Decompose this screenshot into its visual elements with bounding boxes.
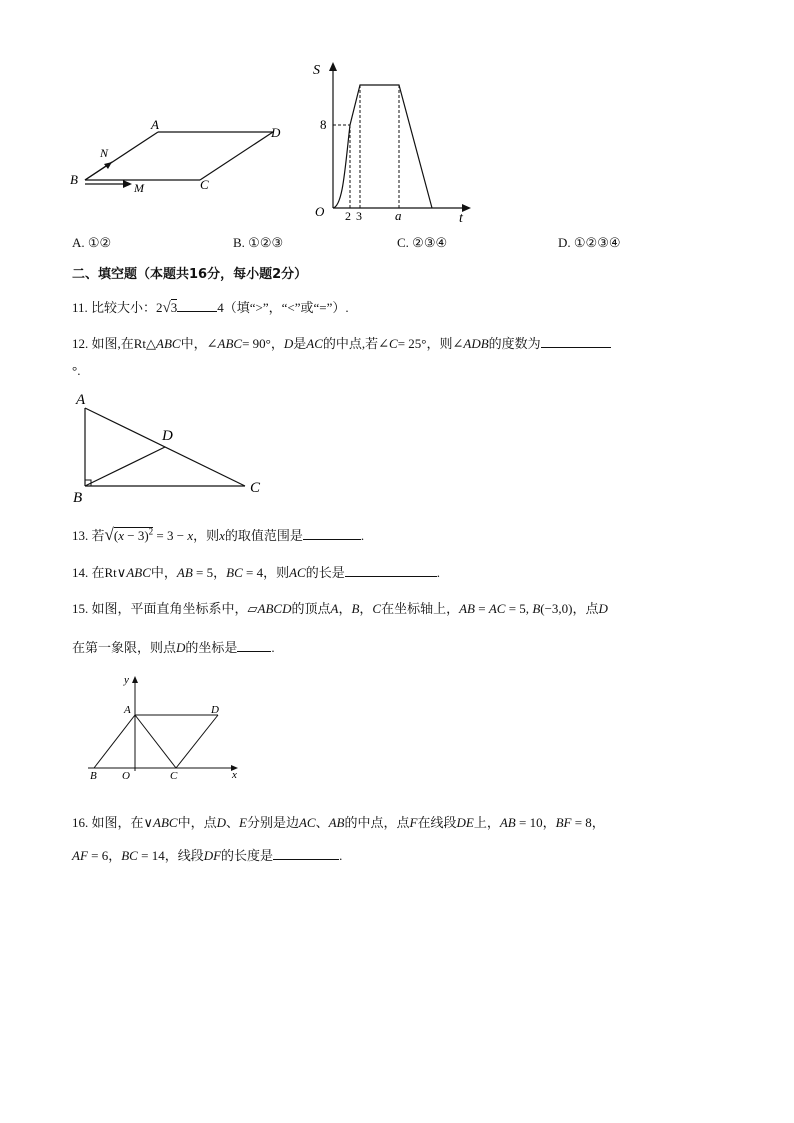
axis-y: y: [124, 674, 129, 686]
question-13: 13. 若$√(x - 3)^2 = 3 - x$，则x的取值范围是 .: [72, 525, 365, 544]
question-12-line2: °.: [72, 363, 81, 378]
label-B: B: [90, 770, 97, 782]
option-d: D. ①②③④: [558, 235, 621, 250]
label-C: C: [200, 177, 209, 192]
option-a: A. ①②: [72, 235, 112, 250]
label-A: A: [151, 117, 159, 132]
tick-a: a: [395, 208, 402, 223]
question-15: 15. 如图，平面直角坐标系中，▱ABCD的顶点A，B，C在坐标轴上，AB = AC = 5, B(−3,0)，点D: [72, 601, 608, 616]
label-M: M: [134, 181, 144, 195]
tick-3: 3: [356, 209, 362, 223]
section-title: 二、填空题（本题共16分，每小题2分）: [72, 267, 308, 282]
question-14: 14. 在Rt∨ABC中，AB = 5，BC = 4，则AC的长是 .: [72, 565, 440, 580]
axis-x: x: [232, 769, 237, 781]
figure-coordinate: [80, 668, 255, 783]
label-B: B: [70, 172, 78, 187]
origin-O: O: [315, 204, 325, 219]
label-D: D: [271, 125, 281, 140]
label-B: B: [73, 490, 83, 506]
option-b: B. ①②③: [233, 235, 284, 250]
option-c: C. ②③④: [397, 235, 448, 250]
tick-8: 8: [320, 117, 327, 132]
question-12: 12. 如图,在Rt△ABC中，∠ABC= 90°，D是AC的中点,若∠C= 25°，则∠ADB的度数为: [72, 333, 611, 352]
figure-graph: [305, 58, 475, 226]
question-16: 16. 如图，在∨ABC中，点D、E分别是边AC、AB的中点，点F在线段DE上，AB = 10，BF = 8，: [72, 815, 605, 830]
axis-S: S: [313, 63, 320, 78]
label-A: A: [76, 392, 86, 408]
question-11: 11. 比较大小：2√3 4（填“>”，“<”或“=”）.: [72, 300, 349, 316]
axis-t: t: [459, 211, 463, 226]
figure-parallelogram: [60, 110, 300, 200]
label-C: C: [250, 480, 261, 496]
label-O: O: [122, 770, 130, 782]
question-15-line2: 在第一象限，则点D的坐标是 .: [72, 640, 275, 655]
tick-2: 2: [345, 209, 351, 223]
label-A: A: [124, 704, 131, 716]
question-16-line2: AF = 6，BC = 14，线段DF的长度是 .: [72, 848, 343, 863]
label-N: N: [100, 146, 109, 160]
label-D: D: [162, 428, 173, 444]
label-C: C: [170, 770, 178, 782]
label-D: D: [211, 704, 219, 716]
figure-triangle: [70, 388, 270, 506]
